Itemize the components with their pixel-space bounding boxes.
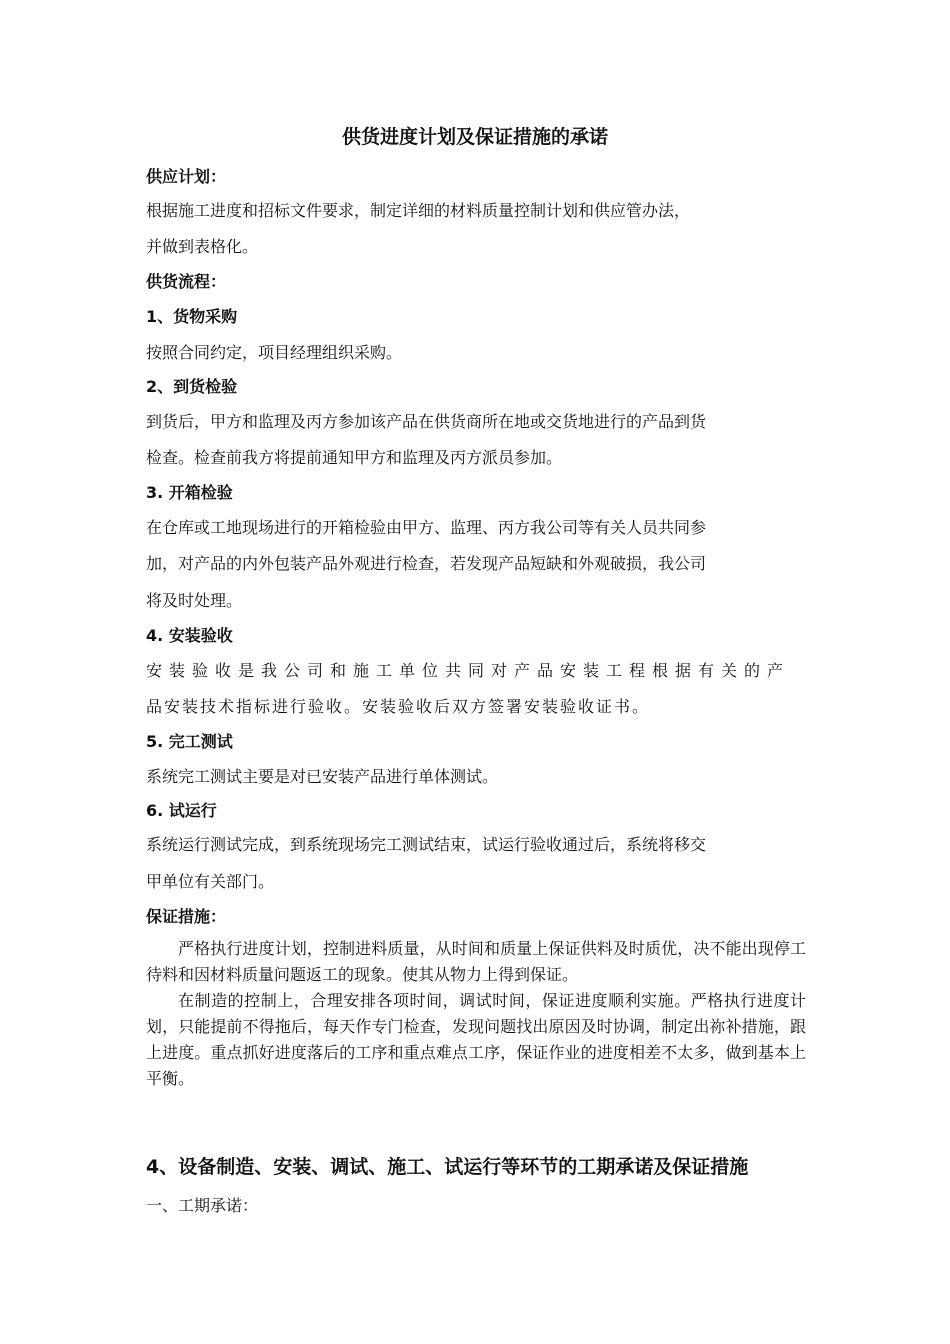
step-6-heading: 6. 试运行 xyxy=(146,801,217,820)
flow-heading: 供货流程： xyxy=(146,272,227,291)
step-6-text-1: 系统运行测试完成，到系统现场完工测试结束，试运行验收通过后，系统将移交 xyxy=(146,835,707,854)
step-1-heading: 1、货物采购 xyxy=(146,307,238,326)
document-title: 供货进度计划及保证措施的承诺 xyxy=(341,126,608,148)
section-4-subheading: 一、工期承诺： xyxy=(146,1196,259,1215)
step-3-text-2: 加，对产品的内外包装产品外观进行检查，若发现产品短缺和外观破损，我公司 xyxy=(146,554,707,573)
supply-plan-line-2: 并做到表格化。 xyxy=(146,237,259,256)
step-5-heading: 5. 完工测试 xyxy=(146,732,233,751)
step-3-text-3: 将及时处理。 xyxy=(146,591,243,610)
step-6-text-2: 甲单位有关部门。 xyxy=(146,872,275,891)
step-3-heading: 3. 开箱检验 xyxy=(146,483,233,502)
step-4-text-1: 安装验收是我公司和施工单位共同对产品安装工程根据有关的产 xyxy=(146,661,791,680)
step-4-text-2: 品安装技术指标进行验收。安装验收后双方签署安装验收证书。 xyxy=(146,697,651,716)
section-4-heading: 4、设备制造、安装、调试、施工、试运行等环节的工期承诺及保证措施 xyxy=(146,1156,749,1178)
measures-paragraph-2: 在制造的控制上，合理安排各项时间，调试时间，保证进度顺利实施。严格执行进度计划，只能提前不得拖后，每天作专门检查，发现问题找出原因及时协调，制定出祢补措施，跟上进度。重点抓好进度落后的工序和重点难点工序，保证作业的进度相差不太多，做到基本上平衡。 xyxy=(146,991,806,1088)
step-4-heading: 4. 安装验收 xyxy=(146,626,233,645)
measures-heading: 保证措施： xyxy=(146,907,227,926)
supply-plan-line-1: 根据施工进度和招标文件要求，制定详细的材料质量控制计划和供应管办法， xyxy=(146,201,691,220)
step-3-text-1: 在仓库或工地现场进行的开箱检验由甲方、监理、丙方我公司等有关人员共同参 xyxy=(146,518,707,537)
step-2-heading: 2、到货检验 xyxy=(146,377,238,396)
supply-plan-heading: 供应计划： xyxy=(146,167,227,186)
step-2-text-2: 检查。检查前我方将提前通知甲方和监理及丙方派员参加。 xyxy=(146,448,563,467)
step-5-text: 系统完工测试主要是对已安装产品进行单体测试。 xyxy=(146,767,499,786)
step-2-text-1: 到货后，甲方和监理及丙方参加该产品在供货商所在地或交货地进行的产品到货 xyxy=(146,412,707,431)
measures-paragraph-1: 严格执行进度计划，控制进料质量，从时间和质量上保证供料及时质优，决不能出现停工待料和因材料质量问题返工的现象。使其从物力上得到保证。 xyxy=(146,939,806,984)
step-1-text: 按照合同约定，项目经理组织采购。 xyxy=(146,343,403,362)
